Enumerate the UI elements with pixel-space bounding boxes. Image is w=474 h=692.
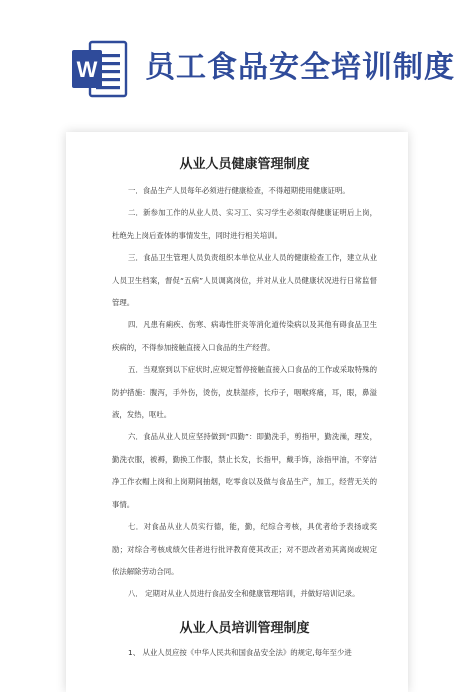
paragraph-8: 八． 定期对从业人员进行食品安全和健康管理培训，并做好培训记录。 xyxy=(128,589,360,599)
word-icon-letter: W xyxy=(76,57,98,82)
paragraph-7: 七．对食品从业人员实行德，能，勤，纪综合考核，具优者给予表扬或奖励；对综合考核成绩欠佳者进行批评教育使其改正；对不思改者劝其离岗或规定依法解除劳动合同。 xyxy=(112,522,377,576)
document-body xyxy=(112,154,377,664)
word-doc-icon xyxy=(70,38,128,100)
paragraph-training-1: 1、 从业人员应按《中华人民共和国食品安全法》的规定,每年至少进 xyxy=(128,647,352,657)
paragraph-1: 一．食品生产人员每年必须进行健康检查，不得超期使用健康证明。 xyxy=(128,186,350,195)
paragraph-6: 六．食品从业人员应坚持做到“四勤”：即勤洗手，剪指甲，勤洗澡，理发，勤洗衣服，被褥，勤换工作服，禁止长发，长指甲，戴手饰，涂指甲油，不穿洁净工作衣帽上岗和上岗期间抽烟，吃零食以及做与食品生产，加工，经营无关的事情。 xyxy=(112,432,377,509)
paragraph-3: 三．食品卫生管理人员负责组织本单位从业人员的健康检查工作，建立从业人员卫生档案，督促“五病”人员调离岗位，并对从业人员健康状况进行日常监督管理。 xyxy=(112,253,377,308)
heading-health-management: 从业人员健康管理制度 xyxy=(179,157,310,172)
paragraph-2: 二．新参加工作的从业人员、实习工、实习学生必须取得健康证明后上岗，杜绝先上岗后查体的事情发生，同时进行相关培训。 xyxy=(112,208,377,240)
banner-title: 员工食品安全培训制度 xyxy=(145,50,455,85)
paragraph-5: 五．当观察到以下症状时,应规定暂停接触直接入口食品的工作或采取特殊的防护措施：腹泻，手外伤，烫伤，皮肤湿疹，长疖子，咽喉疼痛，耳，眼，鼻溢液，发热，呕吐。 xyxy=(112,365,377,420)
paragraph-4: 四．凡患有痢疾、伤寒、病毒性肝炎等消化道传染病以及其他有碍食品卫生疾病的，不得参加接触直接入口食品的生产经营。 xyxy=(112,320,377,352)
heading-training-management: 从业人员培训管理制度 xyxy=(179,620,310,636)
